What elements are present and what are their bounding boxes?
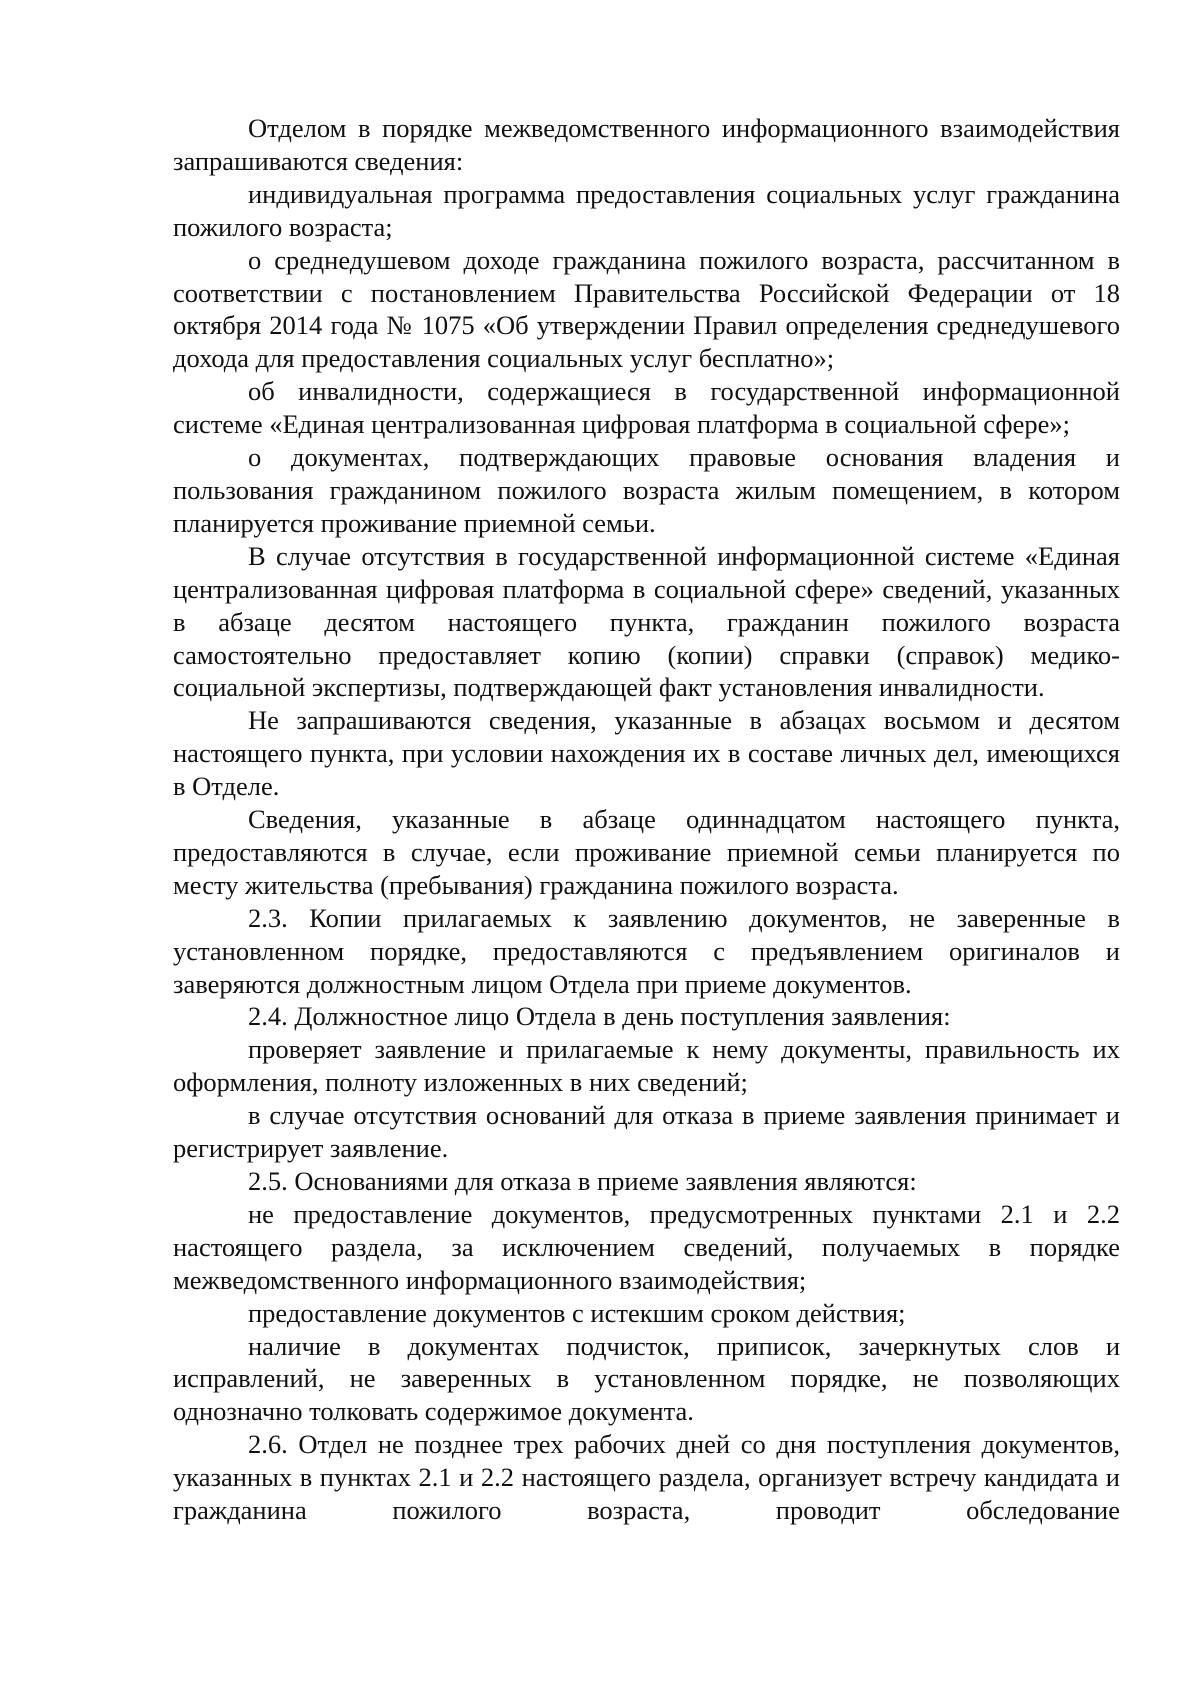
paragraph-3: о среднедушевом доходе гражданина пожилого возраста, рассчитанном в соответствии с постановлением Правительства Российской Федерации от 18 октября 2014 года № 1075 «Об утверждении Правил определения среднедушевого дохода для предоставления социальных услуг бесплатно»; (173, 244, 1120, 374)
paragraph-12: в случае отсутствия оснований для отказа в приеме заявления принимает и регистрирует заявление. (173, 1100, 1120, 1164)
paragraph-14: не предоставление документов, предусмотренных пунктами 2.1 и 2.2 настоящего раздела, за исключением сведений, получаемых в порядке межведомственного информационного взаимодействия; (173, 1198, 1120, 1295)
document-page (173, 112, 1120, 1527)
paragraph-10: 2.4. Должностное лицо Отдела в день поступления заявления: (248, 1001, 951, 1032)
paragraph-4: об инвалидности, содержащиеся в государственной информационной системе «Единая централизованная цифровая платформа в социальной сфере»; (173, 376, 1120, 440)
paragraph-5: о документах, подтверждающих правовые основания владения и пользования гражданином пожилого возраста жилым помещением, в котором планируется проживание приемной семьи. (173, 442, 1120, 538)
paragraph-16: наличие в документах подчисток, приписок, зачеркнутых слов и исправлений, не заверенных в установленном порядке, не позволяющих однозначно толковать содержимое документа. (173, 1330, 1120, 1427)
paragraph-11: проверяет заявление и прилагаемые к нему документы, правильность их оформления, полноту изложенных в них сведений; (173, 1034, 1120, 1098)
paragraph-15: предоставление документов с истекшим сроком действия; (248, 1297, 906, 1328)
paragraph-6: В случае отсутствия в государственной информационной системе «Единая централизованная цифровая платформа в социальной сфере» сведений, указанных в абзаце десятом настоящего пункта, гражданин пожилого возраста самостоятельно предоставляет копию (копии) справки (справок) медико-социальной экспертизы, подтверждающей факт установления инвалидности. (173, 540, 1120, 703)
paragraph-7: Не запрашиваются сведения, указанные в абзацах восьмом и десятом настоящего пункта, при условии нахождения их в составе личных дел, имеющихся в Отделе. (173, 705, 1120, 802)
paragraph-1: Отделом в порядке межведомственного информационного взаимодействия запрашиваются сведения: (173, 113, 1120, 176)
paragraph-2: индивидуальная программа предоставления социальных услуг гражданина пожилого возраста; (173, 178, 1120, 242)
paragraph-17: 2.6. Отдел не позднее трех рабочих дней со дня поступления документов, указанных в пунктах 2.1 и 2.2 настоящего раздела, организует встречу кандидата и гражданина пожилого возраста, проводит обследование (173, 1429, 1120, 1526)
paragraph-9: 2.3. Копии прилагаемых к заявлению документов, не заверенные в установленном порядке, предоставляются с предъявлением оригиналов и заверяются должностным лицом Отдела при приеме документов. (173, 902, 1120, 999)
paragraph-8: Сведения, указанные в абзаце одиннадцатом настоящего пункта, предоставляются в случае, если проживание приемной семьи планируется по месту жительства (пребывания) гражданина пожилого возраста. (173, 804, 1120, 900)
paragraph-13: 2.5. Основаниями для отказа в приеме заявления являются: (248, 1166, 917, 1196)
